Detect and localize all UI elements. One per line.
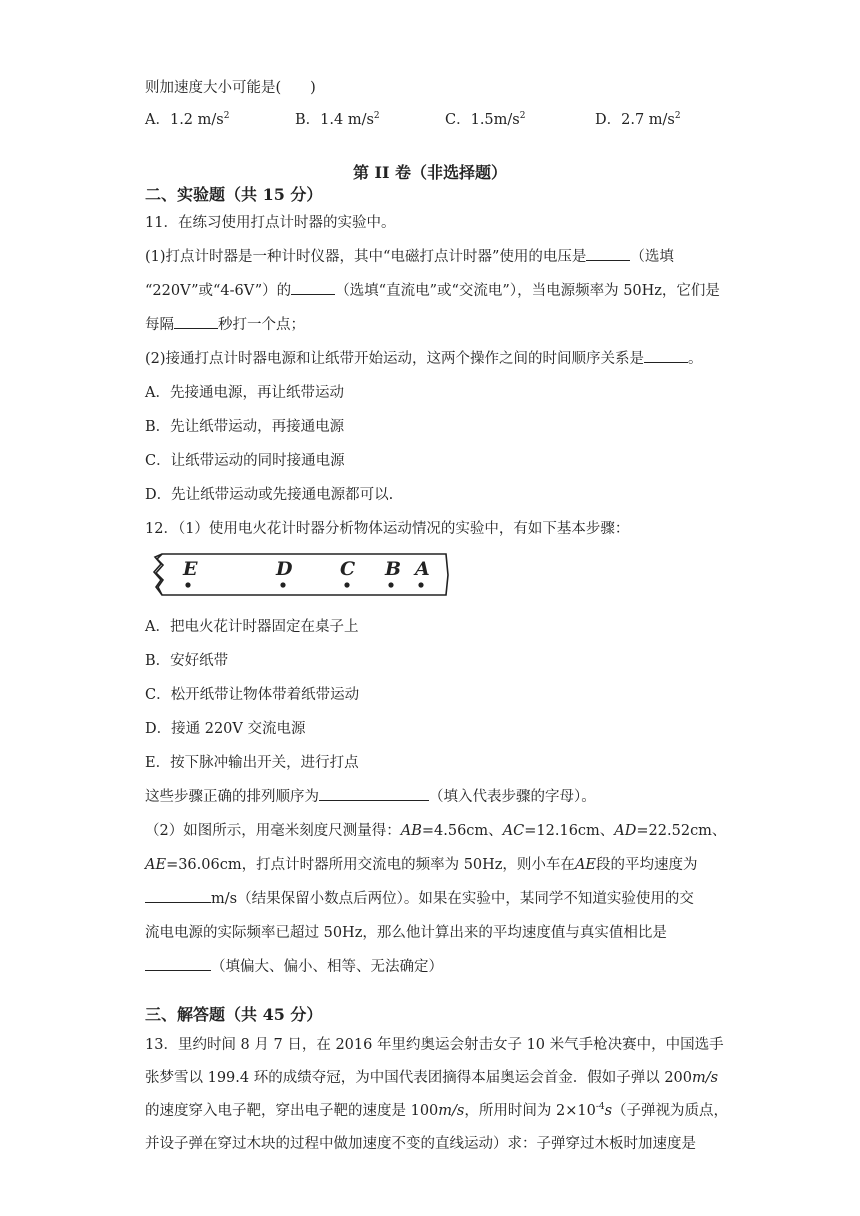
q11-part2: (2)接通打点计时器电源和让纸带开始运动，这两个操作之间的时间顺序关系是 。: [145, 351, 703, 367]
tape-dot-e: [185, 582, 190, 587]
paper-tape-outline: [154, 554, 448, 595]
q13-line2: 张梦雪以 199.4 环的成绩夺冠，为中国代表团摘得本届奥运会首金．假如子弹以 200m/s: [145, 1070, 719, 1086]
q12-step-e: E．按下脉冲输出开关，进行打点: [145, 755, 359, 771]
tape-label-a: A: [415, 558, 430, 580]
q11-part1-line2: “220V”或“4-6V”）的 （选填“直流电”或“交流电”），当电源频率为 50Hz，它们是: [145, 283, 720, 299]
q10-option-b[interactable]: B．1.4 $m/s^2$: [295, 111, 380, 128]
q12-step-b: B．安好纸带: [145, 653, 229, 669]
answer-blank[interactable]: [145, 957, 211, 971]
answer-blank[interactable]: [291, 281, 335, 295]
q10-stem: 则加速度大小可能是( ): [145, 80, 316, 96]
q12-part2-line4: 流电电源的实际频率已超过 50Hz，那么他计算出来的平均速度值与真实值相比是: [145, 925, 667, 941]
q10-option-a[interactable]: A．1.2 $m/s^2$: [145, 111, 230, 128]
q12-intro: 12．（1）使用电火花计时器分析物体运动情况的实验中，有如下基本步骤：: [145, 521, 630, 537]
q11-intro: 11．在练习使用打点计时器的实验中。: [145, 215, 396, 231]
tape-label-b: B: [385, 558, 402, 580]
q11-part1-line3: 每隔 秒打一个点；: [145, 317, 305, 333]
tape-dot-b: [388, 582, 393, 587]
q12-order: 这些步骤正确的排列顺序为 （填入代表步骤的字母）。: [145, 789, 596, 805]
q11-option-c[interactable]: C．让纸带运动的同时接通电源: [145, 453, 345, 469]
q12-part2-line1: （2）如图所示，用毫米刻度尺测量得：AB=4.56cm、AC=12.16cm、AD=22.52cm、: [145, 823, 727, 839]
answer-blank[interactable]: [174, 315, 218, 329]
section-experiment-heading: 二、实验题（共 15 分）: [145, 185, 323, 204]
q12-step-a: A．把电火花计时器固定在桌子上: [145, 619, 359, 635]
q12-part2-line2: AE=36.06cm，打点计时器所用交流电的频率为 50Hz，则小车在AE段的平均速度为: [145, 857, 698, 873]
q10-option-c[interactable]: C．$1.5m/s^2$: [445, 111, 526, 128]
q12-step-c: C．松开纸带让物体带着纸带运动: [145, 687, 360, 703]
section-solve-heading: 三、解答题（共 45 分）: [145, 1005, 323, 1024]
q12-part2-line5: （填偏大、偏小、相等、无法确定）: [145, 955, 443, 976]
tape-dot-d: [280, 582, 285, 587]
q10-option-d[interactable]: D．2.7 $m/s^2$: [595, 111, 681, 128]
tape-dot-a: [418, 582, 423, 587]
answer-blank[interactable]: [644, 349, 688, 363]
tape-dot-c: [344, 582, 349, 587]
q12-part2-line3: m/s（结果保留小数点后两位）。如果在实验中，某同学不知道实验使用的交: [145, 887, 694, 908]
part2-title: 第 II 卷（非选择题）: [352, 163, 508, 182]
q11-option-d[interactable]: D．先让纸带运动或先接通电源都可以.: [145, 487, 394, 503]
paper-tape-figure: [150, 545, 450, 600]
tape-label-d: D: [276, 558, 293, 580]
q12-step-d: D．接通 220V 交流电源: [145, 721, 306, 737]
q11-option-b[interactable]: B．先让纸带运动，再接通电源: [145, 419, 345, 435]
answer-blank[interactable]: [586, 247, 630, 261]
q11-option-a[interactable]: A．先接通电源，再让纸带运动: [145, 385, 344, 401]
q13-line3: 的速度穿入电子靶，穿出电子靶的速度是 100m/s，所用时间为 $2\times 10^{-4}s$（子弹视为质点，: [145, 1102, 729, 1119]
tape-label-c: C: [340, 558, 356, 580]
q13-line4: 并设子弹在穿过木块的过程中做加速度不变的直线运动）求：子弹穿过木板时加速度是: [145, 1136, 696, 1152]
answer-blank[interactable]: [319, 787, 429, 801]
tape-label-e: E: [183, 558, 198, 580]
q11-part1-line1: (1)打点计时器是一种计时仪器，其中“电磁打点计时器”使用的电压是 （选填: [145, 249, 674, 265]
q13-line1: 13．里约时间 8 月 7 日，在 2016 年里约奥运会射击女子 10 米气手枪决赛中，中国选手: [145, 1037, 724, 1053]
answer-blank[interactable]: [145, 889, 211, 903]
